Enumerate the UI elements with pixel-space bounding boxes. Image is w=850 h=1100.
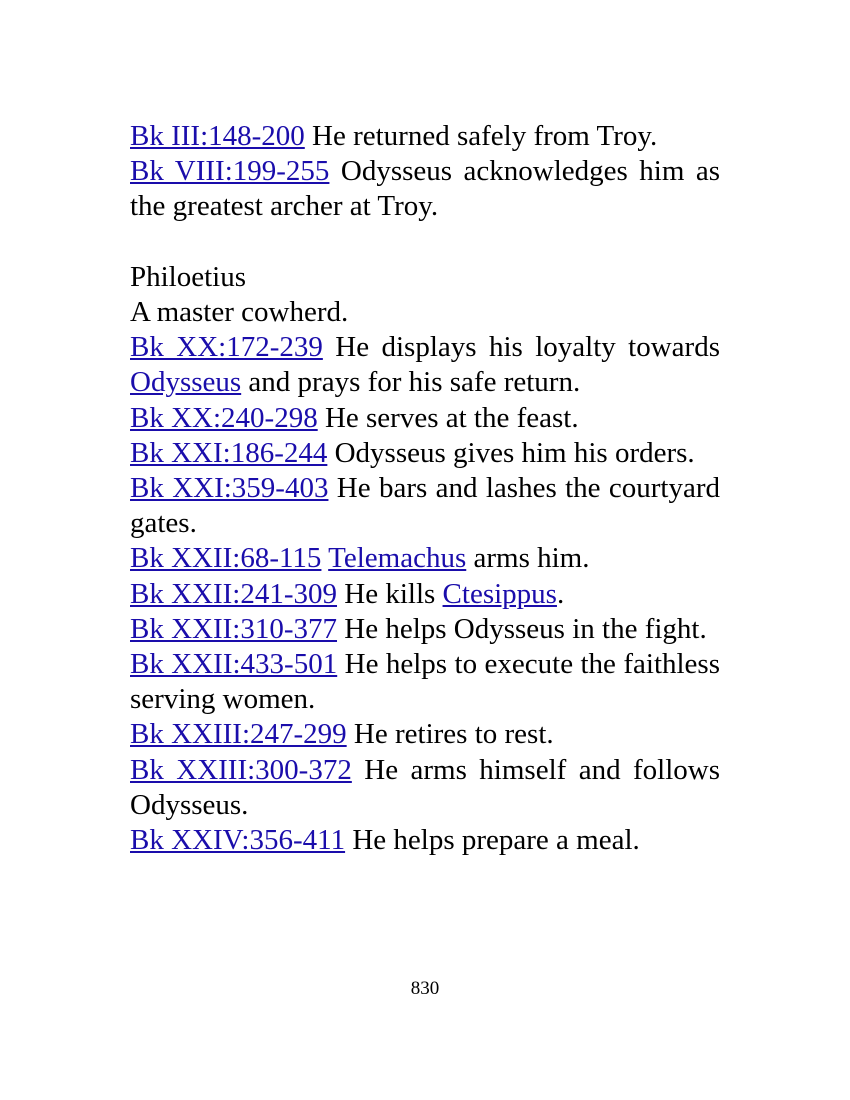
character-link-ctesippus[interactable]: Ctesippus [442,577,557,610]
book-reference-link[interactable]: Bk XXII:241-309 [130,577,338,610]
entry [130,541,720,576]
entry-text: He bars and lashes the courtyard gates. [130,472,720,540]
entry-text: He returned safely from Troy. [304,120,658,152]
entry-text: He serves at the feast. [317,401,579,434]
spacer [130,225,720,260]
character-link-telemachus[interactable]: Telemachus [328,542,467,575]
book-reference-link[interactable]: Bk XX:240-298 [130,401,318,434]
entry [130,647,720,717]
page-content [130,119,720,858]
entry-text: Odysseus gives him his orders. [327,436,695,469]
entry [130,471,720,541]
book-reference-link[interactable]: Bk III:148-200 [130,120,305,152]
entry [130,330,720,400]
book-reference-link[interactable]: Bk XXI:359-403 [130,472,329,505]
book-reference-link[interactable]: Bk XXII:310-377 [130,612,338,645]
entry-text: and prays for his safe return. [241,366,581,399]
character-heading: Philoetius [130,260,247,293]
entry-text: He helps to execute the faithless serving women. [130,648,721,716]
entry-text: He helps prepare a meal. [345,824,640,857]
entry-text: He helps Odysseus in the fight. [337,612,707,645]
entry-text: He retires to rest. [346,718,554,751]
book-reference-link[interactable]: Bk XXI:186-244 [130,436,328,469]
page-number: 830 [410,978,440,999]
entry [130,119,720,154]
entry [130,717,720,752]
character-link-odysseus[interactable]: Odysseus [130,366,242,399]
entry [130,823,720,858]
book-reference-link[interactable]: Bk XXIII:247-299 [130,718,347,751]
entry-text: arms him. [466,542,590,575]
book-reference-link[interactable]: Bk VIII:199-255 [130,155,330,188]
book-reference-link[interactable]: Bk XXIII:300-372 [130,753,352,786]
entry [130,753,720,823]
entry [130,401,720,436]
book-reference-link[interactable]: Bk XXII:433-501 [130,648,338,681]
book-reference-link[interactable]: Bk XXII:68-115 [130,542,322,575]
entry [130,612,720,647]
entry-text: He displays his loyalty towards [322,331,720,364]
entry-text: . [556,577,565,610]
entry-text: Odysseus acknowledges him as the greatest archer at Troy. [130,155,720,223]
book-reference-link[interactable]: Bk XXIV:356-411 [130,824,346,857]
character-description: A master cowherd. [130,296,349,328]
book-reference-link[interactable]: Bk XX:172-239 [130,331,323,364]
entry-text: He kills [337,577,443,610]
entry-text: He arms himself and follows Odysseus. [130,753,720,821]
entry [130,154,720,224]
entry [130,577,720,612]
entry [130,436,720,471]
